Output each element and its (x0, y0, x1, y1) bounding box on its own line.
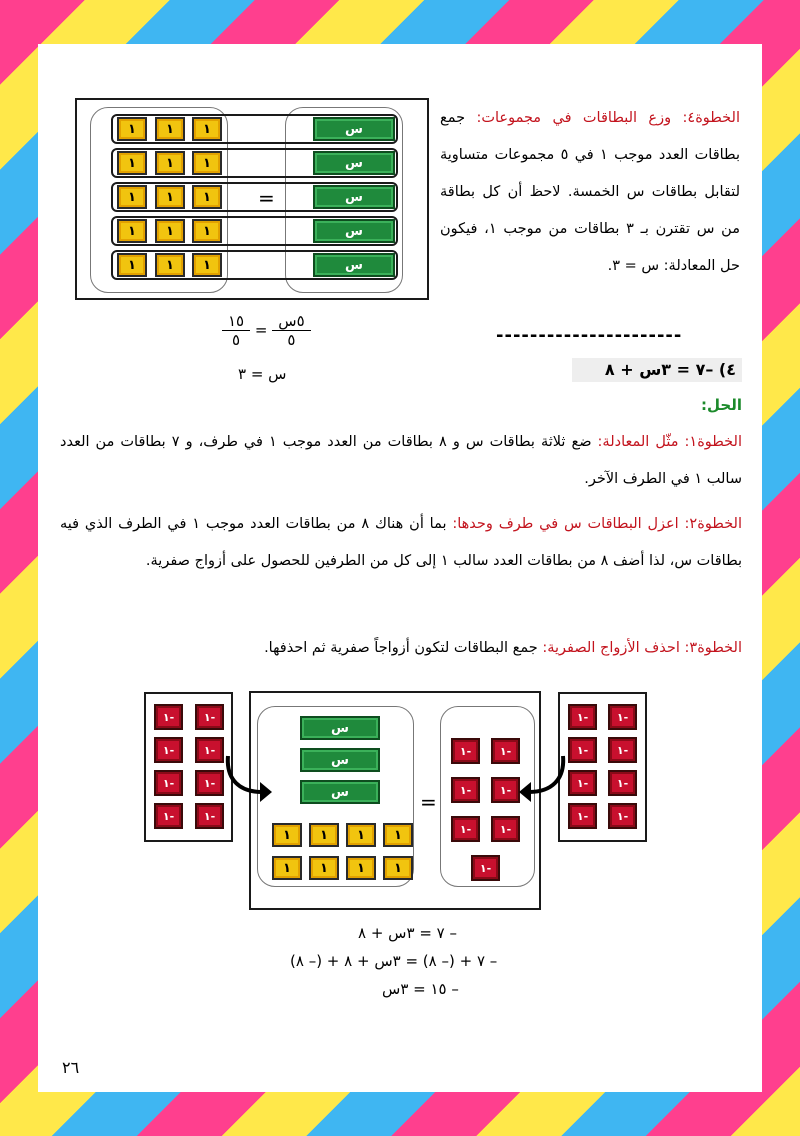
x-tile: س (313, 219, 395, 243)
x-tile: س (300, 780, 380, 804)
x-tile: س (313, 117, 395, 141)
right-negative-tiles-box (558, 692, 647, 842)
negative-one-tile: ١- (608, 803, 637, 829)
solution-label: الحل: (701, 396, 742, 414)
x-tile: س (313, 185, 395, 209)
negative-one-tile: ١- (195, 770, 224, 796)
fraction-equation (222, 312, 311, 349)
x-tile: س (313, 151, 395, 175)
negative-one-tile: ١- (154, 704, 183, 730)
negative-one-tile: ١- (491, 816, 520, 842)
negative-one-tile: ١- (451, 816, 480, 842)
positive-one-tile: ١ (192, 185, 222, 209)
step3-text: جمع البطاقات لتكون أزواجاً صفرية ثم احذفها. (264, 640, 543, 656)
positive-one-tile: ١ (346, 823, 376, 847)
step2-label: الخطوة٢: اعزل البطاقات س في طرف وحدها: (452, 516, 743, 532)
positive-one-tile: ١ (272, 856, 302, 880)
negative-one-tile: ١- (195, 737, 224, 763)
step4-label: الخطوة٤: وزع البطاقات في مجموعات: (476, 110, 740, 126)
fraction-right: $\frac{\text{٥س}}{٥}$ (272, 312, 310, 349)
negative-one-tile: ١- (568, 803, 597, 829)
negative-one-tile: ١- (451, 738, 480, 764)
positive-one-tile: ١ (309, 823, 339, 847)
equation-line: – ٧ = ٣س + ٨ (358, 924, 457, 942)
positive-one-tile: ١ (309, 856, 339, 880)
step1-paragraph (60, 424, 742, 498)
negative-one-tile: ١- (491, 777, 520, 803)
step3-label: الخطوة٣: احذف الأزواج الصفرية: (542, 640, 742, 656)
negative-one-tile: ١- (608, 737, 637, 763)
positive-one-tile: ١ (155, 185, 185, 209)
positive-one-tile: ١ (155, 253, 185, 277)
page-number: ٢٦ (62, 1058, 80, 1077)
equation-mat (249, 691, 541, 910)
x-tile: س (300, 748, 380, 772)
step1-label: الخطوة١: مثّل المعادلة: (597, 434, 742, 450)
step2-paragraph (60, 506, 742, 580)
positive-one-tile: ١ (155, 151, 185, 175)
x-tile: س (300, 716, 380, 740)
step4-paragraph (440, 100, 740, 285)
tiles-diagram-a (75, 98, 429, 300)
positive-one-tile: ١ (117, 185, 147, 209)
fraction-equals: = (254, 321, 268, 339)
step2-text: بما أن هناك ٨ من بطاقات العدد موجب ١ في الطرف الذي فيه بطاقات س، لذا أضف ٨ من بطاقات العدد سالب ١ إلى كل من الطرفين للحصول على أزواج صفرية. (60, 516, 742, 569)
negative-one-tile: ١- (195, 803, 224, 829)
positive-one-tile: ١ (346, 856, 376, 880)
equation-line: – ٧ + (– ٨) = ٣س + ٨ + (– ٨) (290, 952, 498, 970)
positive-one-tile: ١ (192, 253, 222, 277)
positive-one-tile: ١ (117, 117, 147, 141)
step1-text: ضع ثلاثة بطاقات س و ٨ بطاقات من العدد موجب ١ في طرف، و ٧ بطاقات من العدد سالب ١ في الطرف الآخر. (60, 434, 742, 487)
arrow-left-icon (222, 752, 274, 802)
equals-sign: = (258, 186, 275, 210)
negative-one-tile: ١- (471, 855, 500, 881)
result-equation: س = ٣ (238, 365, 287, 383)
negative-one-tile: ١- (491, 738, 520, 764)
positive-one-tile: ١ (117, 151, 147, 175)
positive-one-tile: ١ (383, 823, 413, 847)
negative-one-tile: ١- (154, 803, 183, 829)
problem-statement: ٤) –٧ = ٣س + ٨ (572, 358, 742, 382)
positive-one-tile: ١ (117, 219, 147, 243)
step4-text: جمع بطاقات العدد موجب ١ في ٥ مجموعات متساوية لتقابل بطاقات س الخمسة. لاحظ أن كل بطاقة من س تقترن بـ ٣ بطاقات من موجب ١، فيكون حل المعادلة: س = ٣. (440, 110, 740, 274)
negative-one-tile: ١- (568, 737, 597, 763)
negative-one-tile: ١- (608, 704, 637, 730)
left-negative-tiles-box (144, 692, 233, 842)
equation-line: – ١٥ = ٣س (382, 980, 459, 998)
negative-one-tile: ١- (154, 737, 183, 763)
positive-one-tile: ١ (192, 151, 222, 175)
positive-one-tile: ١ (155, 117, 185, 141)
positive-one-tile: ١ (155, 219, 185, 243)
negative-one-tile: ١- (195, 704, 224, 730)
positive-one-tile: ١ (192, 219, 222, 243)
positive-one-tile: ١ (272, 823, 302, 847)
x-tile: س (313, 253, 395, 277)
negative-one-tile: ١- (568, 704, 597, 730)
negative-one-tile: ١- (451, 777, 480, 803)
positive-one-tile: ١ (192, 117, 222, 141)
divider-line: ---------------------- (496, 325, 683, 346)
fraction-left: $\frac{١٥}{٥}$ (222, 312, 250, 349)
positive-one-tile: ١ (383, 856, 413, 880)
step3-paragraph (60, 630, 742, 667)
negative-one-tile: ١- (568, 770, 597, 796)
positive-one-tile: ١ (117, 253, 147, 277)
equals-sign: = (420, 790, 437, 814)
negative-one-tile: ١- (154, 770, 183, 796)
arrow-right-icon (517, 752, 569, 802)
negative-one-tile: ١- (608, 770, 637, 796)
